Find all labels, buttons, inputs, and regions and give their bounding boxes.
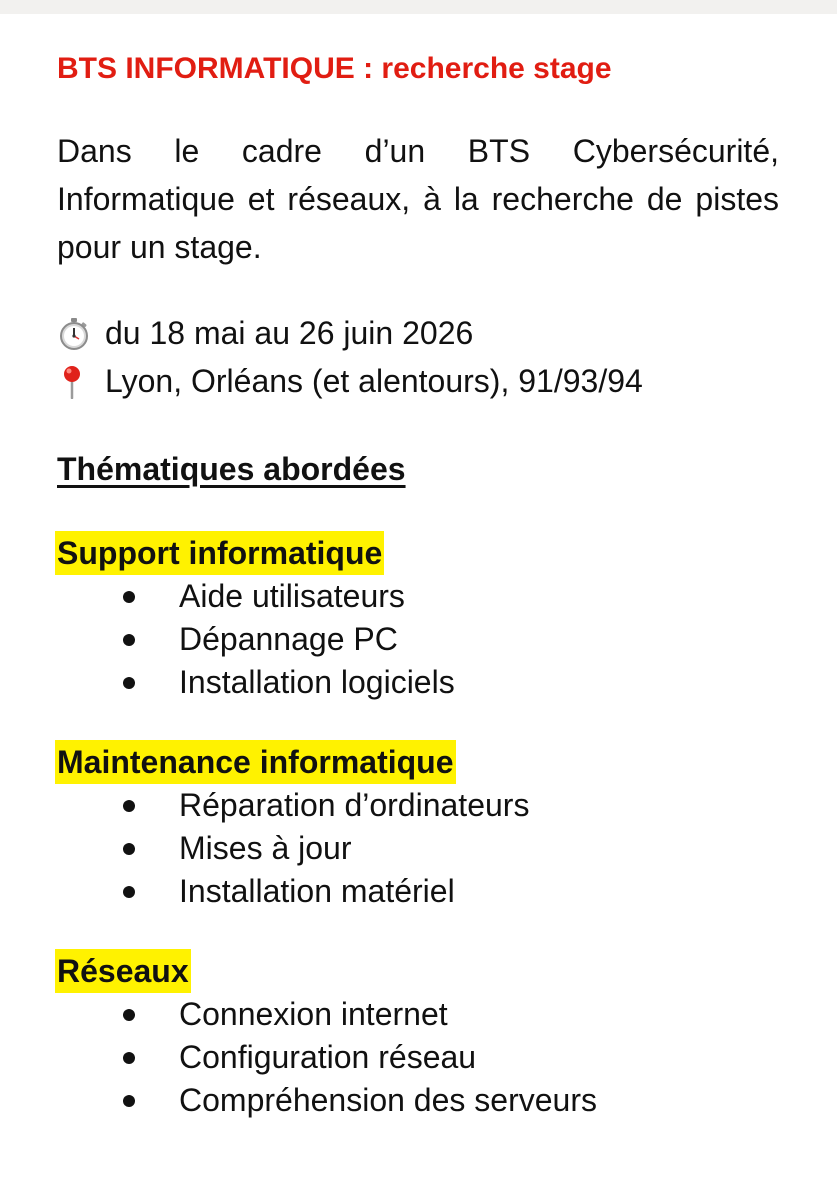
section-title: Support informatique xyxy=(55,531,384,575)
bullet-icon xyxy=(123,843,135,855)
item-list xyxy=(57,575,779,704)
top-bar xyxy=(0,0,837,14)
bullet-icon xyxy=(123,1009,135,1021)
document-title: BTS INFORMATIQUE : recherche stage xyxy=(57,52,612,85)
section-title: Réseaux xyxy=(55,949,191,993)
bullet-icon xyxy=(123,634,135,646)
bullet-icon xyxy=(123,1095,135,1107)
stopwatch-icon xyxy=(57,313,93,353)
item-list xyxy=(57,993,779,1122)
list-item-text: Dépannage PC xyxy=(179,621,398,657)
section-maintenance xyxy=(57,740,779,913)
list-item-text: Réparation d’ordinateurs xyxy=(179,787,530,823)
section-title: Maintenance informatique xyxy=(55,740,456,784)
list-item-text: Installation matériel xyxy=(179,873,455,909)
list-item xyxy=(57,618,779,661)
dates-line xyxy=(57,309,779,357)
bullet-icon xyxy=(123,677,135,689)
list-item-text: Aide utilisateurs xyxy=(179,578,405,614)
list-item-text: Installation logiciels xyxy=(179,664,455,700)
bullet-icon xyxy=(123,1052,135,1064)
bullet-icon xyxy=(123,886,135,898)
list-item xyxy=(57,1079,779,1122)
list-item xyxy=(57,661,779,704)
intro-paragraph: Dans le cadre d’un BTS Cybersécurité, Informatique et réseaux, à la recherche de pistes pour un stage. xyxy=(57,133,779,265)
bullet-icon xyxy=(123,591,135,603)
list-item xyxy=(57,784,779,827)
list-item-text: Connexion internet xyxy=(179,996,448,1032)
list-item xyxy=(57,575,779,618)
list-item xyxy=(57,993,779,1036)
topics-heading: Thématiques abordées xyxy=(57,451,406,487)
location-line xyxy=(57,357,779,405)
list-item xyxy=(57,870,779,913)
list-item-text: Configuration réseau xyxy=(179,1039,477,1075)
list-item-text: Compréhension des serveurs xyxy=(179,1082,597,1118)
dates-text: du 18 mai au 26 juin 2026 xyxy=(105,315,474,351)
meta-block xyxy=(57,309,779,405)
pushpin-icon xyxy=(57,361,93,401)
document xyxy=(57,47,779,1122)
bullet-icon xyxy=(123,800,135,812)
section-reseaux xyxy=(57,949,779,1122)
list-item-text: Mises à jour xyxy=(179,830,352,866)
list-item xyxy=(57,1036,779,1079)
section-support xyxy=(57,531,779,704)
list-item xyxy=(57,827,779,870)
item-list xyxy=(57,784,779,913)
location-text: Lyon, Orléans (et alentours), 91/93/94 xyxy=(105,363,643,399)
